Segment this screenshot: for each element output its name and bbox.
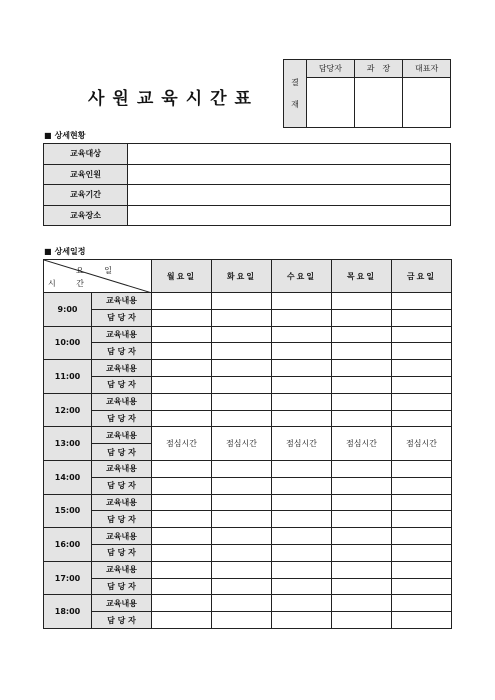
time-slot-label: 17:00 (44, 561, 92, 595)
overview-label-place: 교육장소 (44, 205, 128, 226)
schedule-content-cell[interactable] (392, 595, 452, 612)
schedule-row-manager (44, 376, 452, 393)
schedule-content-cell[interactable] (332, 393, 392, 410)
row-label-content: 교육내용 (92, 293, 152, 310)
schedule-manager-cell[interactable] (272, 410, 332, 427)
row-label-content: 교육내용 (92, 528, 152, 545)
schedule-content-cell[interactable] (152, 494, 212, 511)
schedule-manager-cell[interactable] (152, 578, 212, 595)
schedule-content-cell[interactable] (152, 360, 212, 377)
schedule-content-cell[interactable] (152, 561, 212, 578)
schedule-manager-cell[interactable] (152, 309, 212, 326)
approval-sign-ceo[interactable] (403, 78, 451, 128)
schedule-manager-cell[interactable] (212, 544, 272, 561)
schedule-content-cell[interactable] (332, 494, 392, 511)
schedule-content-cell[interactable] (332, 326, 392, 343)
schedule-manager-cell[interactable] (392, 410, 452, 427)
time-slot-label: 10:00 (44, 326, 92, 360)
schedule-content-cell[interactable] (152, 460, 212, 477)
schedule-row-content (44, 494, 452, 511)
time-slot-label: 13:00 (44, 427, 92, 461)
overview-value-period[interactable] (128, 185, 451, 206)
schedule-row-manager (44, 612, 452, 629)
schedule-manager-cell[interactable] (332, 410, 392, 427)
schedule-content-cell[interactable] (392, 561, 452, 578)
schedule-manager-cell[interactable] (152, 544, 212, 561)
row-label-manager: 담 당 자 (92, 343, 152, 360)
schedule-manager-cell[interactable] (212, 511, 272, 528)
overview-label-period: 교육기간 (44, 185, 128, 206)
schedule-manager-cell[interactable] (212, 343, 272, 360)
schedule-manager-cell[interactable] (392, 511, 452, 528)
corner-day-label: 요 일 (76, 266, 121, 275)
approval-side-label-2: 재 (291, 99, 299, 109)
row-label-manager: 담 당 자 (92, 477, 152, 494)
schedule-manager-cell[interactable] (212, 376, 272, 393)
schedule-row-content (44, 393, 452, 410)
time-slot-label: 9:00 (44, 293, 92, 327)
time-slot-label: 15:00 (44, 494, 92, 528)
schedule-row-manager (44, 410, 452, 427)
overview-value-place[interactable] (128, 205, 451, 226)
schedule-row-content (44, 595, 452, 612)
lunch-cell: 점심시간 (392, 427, 452, 461)
document-title: 사원교육시간표 (88, 89, 259, 109)
row-label-manager: 담 당 자 (92, 612, 152, 629)
schedule-row-content (44, 427, 452, 444)
approval-header-manager: 담당자 (307, 60, 355, 78)
overview-value-count[interactable] (128, 164, 451, 185)
schedule-row-content (44, 326, 452, 343)
schedule-content-cell[interactable] (212, 595, 272, 612)
schedule-content-cell[interactable] (152, 393, 212, 410)
schedule-manager-cell[interactable] (212, 612, 272, 629)
schedule-manager-cell[interactable] (272, 477, 332, 494)
schedule-content-cell[interactable] (152, 595, 212, 612)
schedule-manager-cell[interactable] (212, 578, 272, 595)
schedule-manager-cell[interactable] (272, 511, 332, 528)
schedule-content-cell[interactable] (212, 561, 272, 578)
schedule-manager-cell[interactable] (152, 410, 212, 427)
lunch-cell: 점심시간 (212, 427, 272, 461)
schedule-content-cell[interactable] (212, 293, 272, 310)
row-label-manager: 담 당 자 (92, 511, 152, 528)
schedule-content-cell[interactable] (272, 494, 332, 511)
schedule-content-cell[interactable] (212, 326, 272, 343)
schedule-manager-cell[interactable] (332, 343, 392, 360)
schedule-manager-cell[interactable] (272, 612, 332, 629)
row-label-manager: 담 당 자 (92, 578, 152, 595)
day-header-wed: 수요일 (272, 260, 332, 293)
schedule-row-manager (44, 544, 452, 561)
corner-time-label: 시 간 (48, 279, 93, 288)
schedule-row-content (44, 561, 452, 578)
schedule-manager-cell[interactable] (152, 376, 212, 393)
schedule-content-cell[interactable] (332, 460, 392, 477)
schedule-manager-cell[interactable] (392, 343, 452, 360)
schedule-manager-cell[interactable] (152, 511, 212, 528)
row-label-content: 교육내용 (92, 460, 152, 477)
schedule-manager-cell[interactable] (152, 343, 212, 360)
schedule-content-cell[interactable] (392, 326, 452, 343)
schedule-content-cell[interactable] (272, 326, 332, 343)
schedule-content-cell[interactable] (392, 293, 452, 310)
schedule-manager-cell[interactable] (392, 309, 452, 326)
row-label-content: 교육내용 (92, 427, 152, 444)
schedule-row-content (44, 360, 452, 377)
schedule-content-cell[interactable] (272, 360, 332, 377)
schedule-manager-cell[interactable] (332, 477, 392, 494)
row-label-content: 교육내용 (92, 494, 152, 511)
schedule-manager-cell[interactable] (272, 376, 332, 393)
schedule-manager-cell[interactable] (392, 376, 452, 393)
bullet-icon: ■ (44, 247, 52, 256)
row-label-content: 교육내용 (92, 393, 152, 410)
approval-box (283, 59, 451, 128)
schedule-manager-cell[interactable] (332, 578, 392, 595)
schedule-content-cell[interactable] (152, 293, 212, 310)
schedule-content-cell[interactable] (392, 460, 452, 477)
time-slot-label: 11:00 (44, 360, 92, 394)
row-label-content: 교육내용 (92, 595, 152, 612)
schedule-content-cell[interactable] (272, 460, 332, 477)
schedule-content-cell[interactable] (212, 460, 272, 477)
schedule-content-cell[interactable] (392, 360, 452, 377)
schedule-manager-cell[interactable] (332, 612, 392, 629)
time-slot-label: 12:00 (44, 393, 92, 427)
schedule-manager-cell[interactable] (332, 376, 392, 393)
row-label-manager: 담 당 자 (92, 309, 152, 326)
schedule-content-cell[interactable] (332, 528, 392, 545)
schedule-manager-cell[interactable] (152, 612, 212, 629)
schedule-manager-cell[interactable] (212, 309, 272, 326)
schedule-content-cell[interactable] (212, 393, 272, 410)
schedule-corner-header (44, 260, 152, 293)
schedule-content-cell[interactable] (392, 494, 452, 511)
schedule-manager-cell[interactable] (332, 511, 392, 528)
schedule-content-cell[interactable] (332, 561, 392, 578)
schedule-row-content (44, 293, 452, 310)
schedule-table (43, 259, 452, 629)
lunch-cell: 점심시간 (332, 427, 392, 461)
overview-heading-text: 상세현황 (54, 131, 86, 140)
overview-value-target[interactable] (128, 144, 451, 165)
row-label-manager: 담 당 자 (92, 410, 152, 427)
schedule-content-cell[interactable] (392, 528, 452, 545)
schedule-row-manager (44, 578, 452, 595)
approval-side-label (284, 60, 307, 128)
row-label-content: 교육내용 (92, 360, 152, 377)
schedule-content-cell[interactable] (272, 528, 332, 545)
day-header-tue: 화요일 (212, 260, 272, 293)
lunch-cell: 점심시간 (272, 427, 332, 461)
schedule-manager-cell[interactable] (332, 309, 392, 326)
schedule-manager-cell[interactable] (392, 612, 452, 629)
day-header-mon: 월요일 (152, 260, 212, 293)
schedule-heading (44, 246, 85, 257)
schedule-manager-cell[interactable] (272, 578, 332, 595)
schedule-row-manager (44, 309, 452, 326)
approval-side-label-1: 결 (291, 77, 299, 87)
schedule-content-cell[interactable] (212, 360, 272, 377)
day-header-thu: 목요일 (332, 260, 392, 293)
schedule-content-cell[interactable] (212, 494, 272, 511)
schedule-manager-cell[interactable] (152, 477, 212, 494)
overview-table (43, 143, 451, 226)
schedule-manager-cell[interactable] (212, 477, 272, 494)
schedule-manager-cell[interactable] (272, 544, 332, 561)
schedule-content-cell[interactable] (332, 293, 392, 310)
schedule-manager-cell[interactable] (212, 410, 272, 427)
schedule-manager-cell[interactable] (272, 343, 332, 360)
approval-sign-director[interactable] (354, 78, 402, 128)
overview-heading (44, 130, 85, 141)
schedule-row-content (44, 460, 452, 477)
lunch-cell: 점심시간 (152, 427, 212, 461)
schedule-row-manager (44, 343, 452, 360)
row-label-content: 교육내용 (92, 326, 152, 343)
approval-header-director: 과 장 (354, 60, 402, 78)
approval-header-ceo: 대표자 (403, 60, 451, 78)
schedule-heading-text: 상세일정 (54, 247, 86, 256)
bullet-icon: ■ (44, 131, 52, 140)
schedule-manager-cell[interactable] (392, 544, 452, 561)
schedule-content-cell[interactable] (272, 293, 332, 310)
schedule-content-cell[interactable] (272, 393, 332, 410)
schedule-manager-cell[interactable] (392, 477, 452, 494)
schedule-content-cell[interactable] (392, 393, 452, 410)
day-header-fri: 금요일 (392, 260, 452, 293)
row-label-manager: 담 당 자 (92, 444, 152, 461)
schedule-manager-cell[interactable] (332, 544, 392, 561)
schedule-content-cell[interactable] (212, 528, 272, 545)
overview-label-target: 교육대상 (44, 144, 128, 165)
schedule-content-cell[interactable] (152, 326, 212, 343)
row-label-manager: 담 당 자 (92, 376, 152, 393)
schedule-content-cell[interactable] (332, 595, 392, 612)
time-slot-label: 16:00 (44, 528, 92, 562)
schedule-content-cell[interactable] (272, 595, 332, 612)
schedule-content-cell[interactable] (332, 360, 392, 377)
schedule-manager-cell[interactable] (272, 309, 332, 326)
schedule-row-manager (44, 477, 452, 494)
schedule-row-content (44, 528, 452, 545)
row-label-content: 교육내용 (92, 561, 152, 578)
row-label-manager: 담 당 자 (92, 544, 152, 561)
time-slot-label: 18:00 (44, 595, 92, 629)
schedule-manager-cell[interactable] (392, 578, 452, 595)
time-slot-label: 14:00 (44, 460, 92, 494)
overview-label-count: 교육인원 (44, 164, 128, 185)
schedule-content-cell[interactable] (272, 561, 332, 578)
schedule-content-cell[interactable] (152, 528, 212, 545)
schedule-row-manager (44, 511, 452, 528)
approval-sign-manager[interactable] (307, 78, 355, 128)
